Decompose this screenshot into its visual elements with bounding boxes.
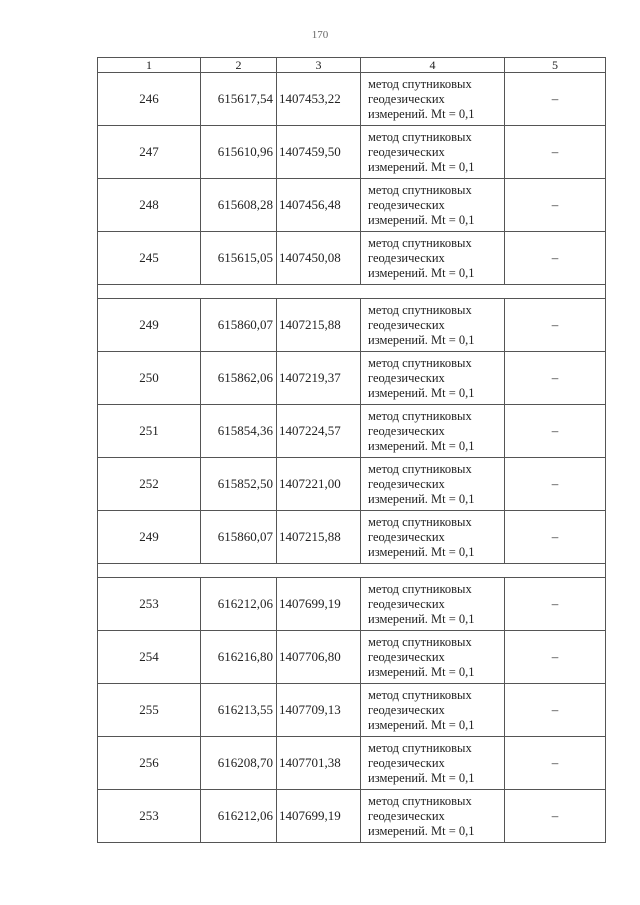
x-coordinate-cell: 615862,06 xyxy=(201,352,277,405)
method-line: измерений. Mt = 0,1 xyxy=(368,212,475,227)
x-coordinate-cell: 615617,54 xyxy=(201,73,277,126)
point-number-cell: 249 xyxy=(98,299,201,352)
method-line: геодезических xyxy=(368,649,445,664)
y-coordinate-cell: 1407453,22 xyxy=(277,73,361,126)
empty-dash-cell: – xyxy=(505,511,606,564)
method-line: измерений. Mt = 0,1 xyxy=(368,106,475,121)
table-row xyxy=(98,299,606,352)
empty-dash-cell: – xyxy=(505,631,606,684)
y-coordinate-cell: 1407450,08 xyxy=(277,232,361,285)
method-line: измерений. Mt = 0,1 xyxy=(368,611,475,626)
empty-dash-cell: – xyxy=(505,179,606,232)
table-row xyxy=(98,631,606,684)
method-line: геодезических xyxy=(368,370,445,385)
empty-dash-cell: – xyxy=(505,458,606,511)
x-coordinate-cell: 615854,36 xyxy=(201,405,277,458)
table-row xyxy=(98,405,606,458)
method-cell xyxy=(361,458,505,511)
table-header-row xyxy=(98,58,606,73)
coordinates-table xyxy=(97,57,606,843)
point-number-cell: 256 xyxy=(98,737,201,790)
table-row xyxy=(98,126,606,179)
method-line: измерений. Mt = 0,1 xyxy=(368,491,475,506)
x-coordinate-cell: 615615,05 xyxy=(201,232,277,285)
method-line: измерений. Mt = 0,1 xyxy=(368,438,475,453)
table-row xyxy=(98,790,606,843)
empty-dash-cell: – xyxy=(505,299,606,352)
method-cell xyxy=(361,405,505,458)
y-coordinate-cell: 1407219,37 xyxy=(277,352,361,405)
point-number-cell: 250 xyxy=(98,352,201,405)
x-coordinate-cell: 615852,50 xyxy=(201,458,277,511)
method-line: измерений. Mt = 0,1 xyxy=(368,332,475,347)
empty-dash-cell: – xyxy=(505,405,606,458)
y-coordinate-cell: 1407709,13 xyxy=(277,684,361,737)
empty-dash-cell: – xyxy=(505,73,606,126)
method-line: метод спутниковых xyxy=(368,687,472,702)
x-coordinate-cell: 615608,28 xyxy=(201,179,277,232)
method-line: геодезических xyxy=(368,529,445,544)
method-line: геодезических xyxy=(368,91,445,106)
separator-cell xyxy=(98,285,606,299)
group-separator xyxy=(98,285,606,299)
point-number-cell: 252 xyxy=(98,458,201,511)
method-cell xyxy=(361,232,505,285)
separator-cell xyxy=(98,564,606,578)
empty-dash-cell: – xyxy=(505,578,606,631)
point-number-cell: 245 xyxy=(98,232,201,285)
header-col-5: 5 xyxy=(505,58,606,73)
method-line: геодезических xyxy=(368,197,445,212)
method-line: метод спутниковых xyxy=(368,408,472,423)
method-line: геодезических xyxy=(368,596,445,611)
method-line: измерений. Mt = 0,1 xyxy=(368,159,475,174)
page-number: 170 xyxy=(311,29,329,41)
method-cell xyxy=(361,299,505,352)
header-col-2: 2 xyxy=(201,58,277,73)
table-row xyxy=(98,73,606,126)
point-number-cell: 249 xyxy=(98,511,201,564)
header-col-3: 3 xyxy=(277,58,361,73)
point-number-cell: 253 xyxy=(98,578,201,631)
method-cell xyxy=(361,126,505,179)
method-cell xyxy=(361,790,505,843)
x-coordinate-cell: 615860,07 xyxy=(201,511,277,564)
x-coordinate-cell: 616216,80 xyxy=(201,631,277,684)
method-line: метод спутниковых xyxy=(368,182,472,197)
x-coordinate-cell: 616212,06 xyxy=(201,578,277,631)
x-coordinate-cell: 615610,96 xyxy=(201,126,277,179)
y-coordinate-cell: 1407701,38 xyxy=(277,737,361,790)
empty-dash-cell: – xyxy=(505,126,606,179)
method-cell xyxy=(361,631,505,684)
method-line: метод спутниковых xyxy=(368,461,472,476)
method-line: измерений. Mt = 0,1 xyxy=(368,385,475,400)
table-row xyxy=(98,684,606,737)
point-number-cell: 251 xyxy=(98,405,201,458)
method-line: измерений. Mt = 0,1 xyxy=(368,823,475,838)
method-line: измерений. Mt = 0,1 xyxy=(368,664,475,679)
x-coordinate-cell: 616208,70 xyxy=(201,737,277,790)
y-coordinate-cell: 1407221,00 xyxy=(277,458,361,511)
method-line: измерений. Mt = 0,1 xyxy=(368,717,475,732)
y-coordinate-cell: 1407224,57 xyxy=(277,405,361,458)
method-line: геодезических xyxy=(368,144,445,159)
empty-dash-cell: – xyxy=(505,232,606,285)
method-line: метод спутниковых xyxy=(368,581,472,596)
x-coordinate-cell: 616212,06 xyxy=(201,790,277,843)
method-line: геодезических xyxy=(368,317,445,332)
x-coordinate-cell: 616213,55 xyxy=(201,684,277,737)
method-line: геодезических xyxy=(368,476,445,491)
table-row xyxy=(98,352,606,405)
method-line: геодезических xyxy=(368,702,445,717)
method-line: метод спутниковых xyxy=(368,235,472,250)
y-coordinate-cell: 1407215,88 xyxy=(277,299,361,352)
group-separator xyxy=(98,564,606,578)
x-coordinate-cell: 615860,07 xyxy=(201,299,277,352)
y-coordinate-cell: 1407459,50 xyxy=(277,126,361,179)
method-line: метод спутниковых xyxy=(368,514,472,529)
table-row xyxy=(98,232,606,285)
method-line: измерений. Mt = 0,1 xyxy=(368,544,475,559)
table-row xyxy=(98,578,606,631)
point-number-cell: 246 xyxy=(98,73,201,126)
method-cell xyxy=(361,511,505,564)
table-row xyxy=(98,179,606,232)
y-coordinate-cell: 1407706,80 xyxy=(277,631,361,684)
method-line: геодезических xyxy=(368,250,445,265)
method-line: геодезических xyxy=(368,755,445,770)
method-cell xyxy=(361,179,505,232)
point-number-cell: 247 xyxy=(98,126,201,179)
method-line: геодезических xyxy=(368,423,445,438)
y-coordinate-cell: 1407215,88 xyxy=(277,511,361,564)
empty-dash-cell: – xyxy=(505,684,606,737)
method-cell xyxy=(361,73,505,126)
method-line: измерений. Mt = 0,1 xyxy=(368,265,475,280)
table-row xyxy=(98,458,606,511)
method-line: метод спутниковых xyxy=(368,355,472,370)
empty-dash-cell: – xyxy=(505,737,606,790)
point-number-cell: 248 xyxy=(98,179,201,232)
y-coordinate-cell: 1407456,48 xyxy=(277,179,361,232)
method-cell xyxy=(361,578,505,631)
y-coordinate-cell: 1407699,19 xyxy=(277,578,361,631)
method-line: метод спутниковых xyxy=(368,302,472,317)
method-cell xyxy=(361,684,505,737)
header-col-1: 1 xyxy=(98,58,201,73)
table-row xyxy=(98,737,606,790)
y-coordinate-cell: 1407699,19 xyxy=(277,790,361,843)
header-col-4: 4 xyxy=(361,58,505,73)
method-line: метод спутниковых xyxy=(368,76,472,91)
method-cell xyxy=(361,352,505,405)
table-row xyxy=(98,511,606,564)
method-line: метод спутниковых xyxy=(368,129,472,144)
method-cell xyxy=(361,737,505,790)
point-number-cell: 253 xyxy=(98,790,201,843)
method-line: метод спутниковых xyxy=(368,793,472,808)
point-number-cell: 254 xyxy=(98,631,201,684)
method-line: метод спутниковых xyxy=(368,740,472,755)
empty-dash-cell: – xyxy=(505,790,606,843)
method-line: метод спутниковых xyxy=(368,634,472,649)
empty-dash-cell: – xyxy=(505,352,606,405)
method-line: геодезических xyxy=(368,808,445,823)
method-line: измерений. Mt = 0,1 xyxy=(368,770,475,785)
point-number-cell: 255 xyxy=(98,684,201,737)
